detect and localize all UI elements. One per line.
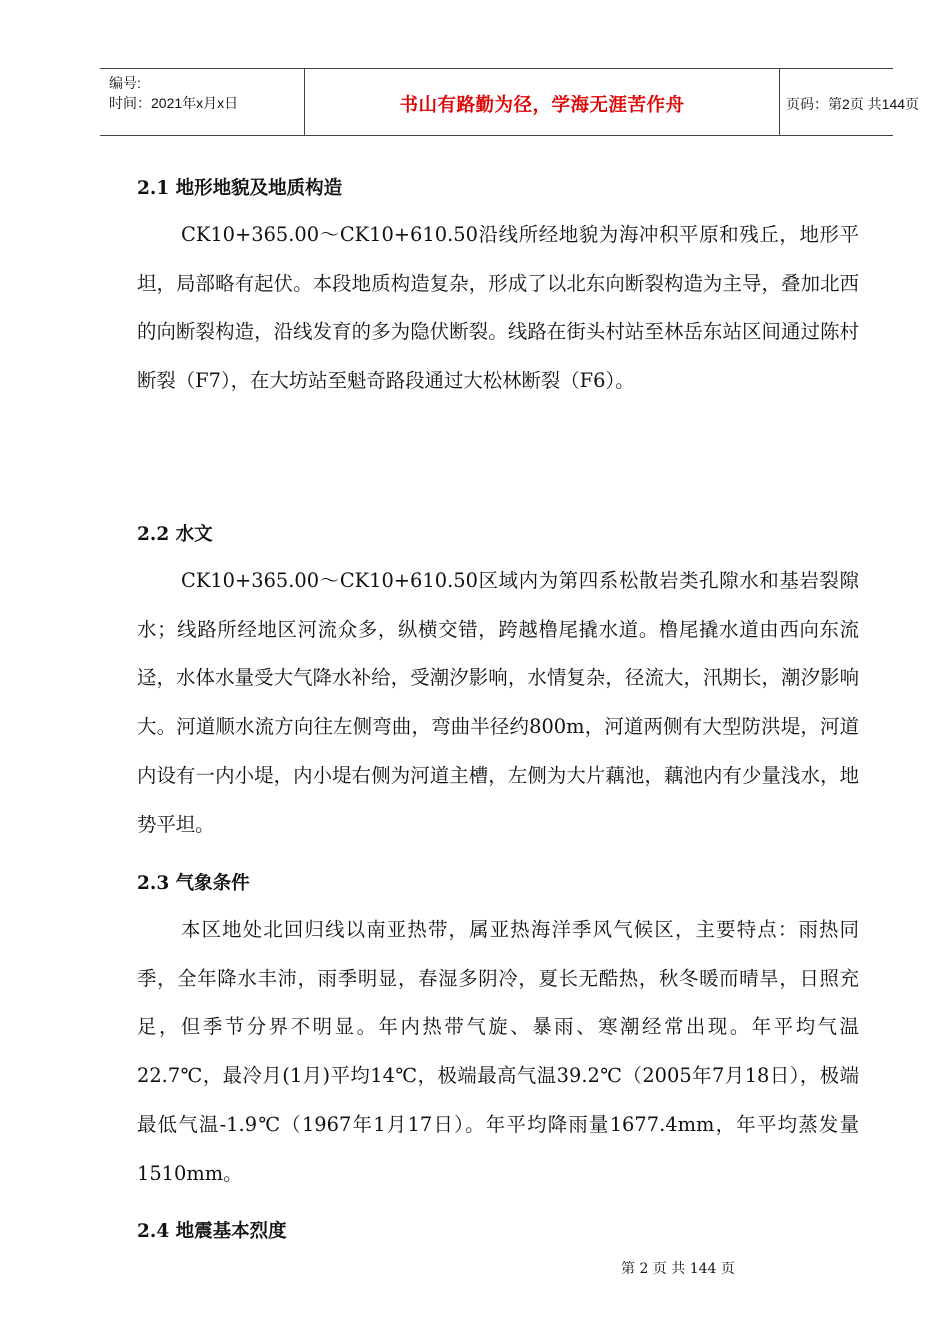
section-heading-2-2: 2.2 水文 (137, 524, 213, 545)
section-2-1-paragraph: CK10+365.00～CK10+610.50沿线所经地貌为海冲积平原和残丘，地形平坦，局部略有起伏。本段地质构造复杂，形成了以北东向断裂构造为主导，叠加北西的向断裂构造，沿线发育的多为隐伏断裂。线路在街头村站至林岳东站区间通过陈村断裂（F7），在大坊站至魁奇路段通过大松林断裂（F6）。 (137, 223, 859, 393)
page-header (100, 68, 920, 136)
section-2-2-paragraph: CK10+365.00～CK10+610.50区域内为第四系松散岩类孔隙水和基岩裂隙水；线路所经地区河流众多，纵横交错，跨越橹尾撬水道。橹尾撬水道由西向东流迳，水体水量受大气降水补给，受潮汐影响，水情复杂，径流大，汛期长，潮汐影响大。河道顺水流方向往左侧弯曲，弯曲半径约800m，河道两侧有大型防洪堤，河道内设有一内小堤，内小堤右侧为河道主槽，左侧为大片藕池，藕池内有少量浅水，地势平坦。 (137, 569, 859, 836)
page-footer: 第 2 页 共 144 页 (621, 1261, 735, 1277)
header-motto-cell (304, 69, 780, 135)
time-label: 时间：2021年x月x日 (109, 95, 239, 111)
header-info-cell (100, 69, 304, 135)
page-code: 页码：第2页 共144页 (786, 96, 920, 112)
serial-label: 编号: (109, 75, 141, 91)
section-heading-2-4: 2.4 地震基本烈度 (137, 1221, 287, 1242)
motto-text: 书山有路勤为径，学海无涯苦作舟 (399, 95, 685, 116)
section-heading-2-3: 2.3 气象条件 (137, 873, 250, 894)
section-2-3-paragraph: 本区地处北回归线以南亚热带，属亚热海洋季风气候区，主要特点：雨热同季，全年降水丰沛，雨季明显，春湿多阴冷，夏长无酷热，秋冬暖而晴旱，日照充足，但季节分界不明显。年内热带气旋、暴雨、寒潮经常出现。年平均气温22.7℃，最冷月(1月)平均14℃，极端最高气温39.2℃（2005年7月18日），极端最低气温-1.9℃（1967年1月17日）。年平均降雨量1677.4mm，年平均蒸发量1510mm。 (137, 918, 859, 1185)
header-page-cell (778, 69, 920, 135)
section-heading-2-1: 2.1 地形地貌及地质构造 (137, 178, 343, 199)
